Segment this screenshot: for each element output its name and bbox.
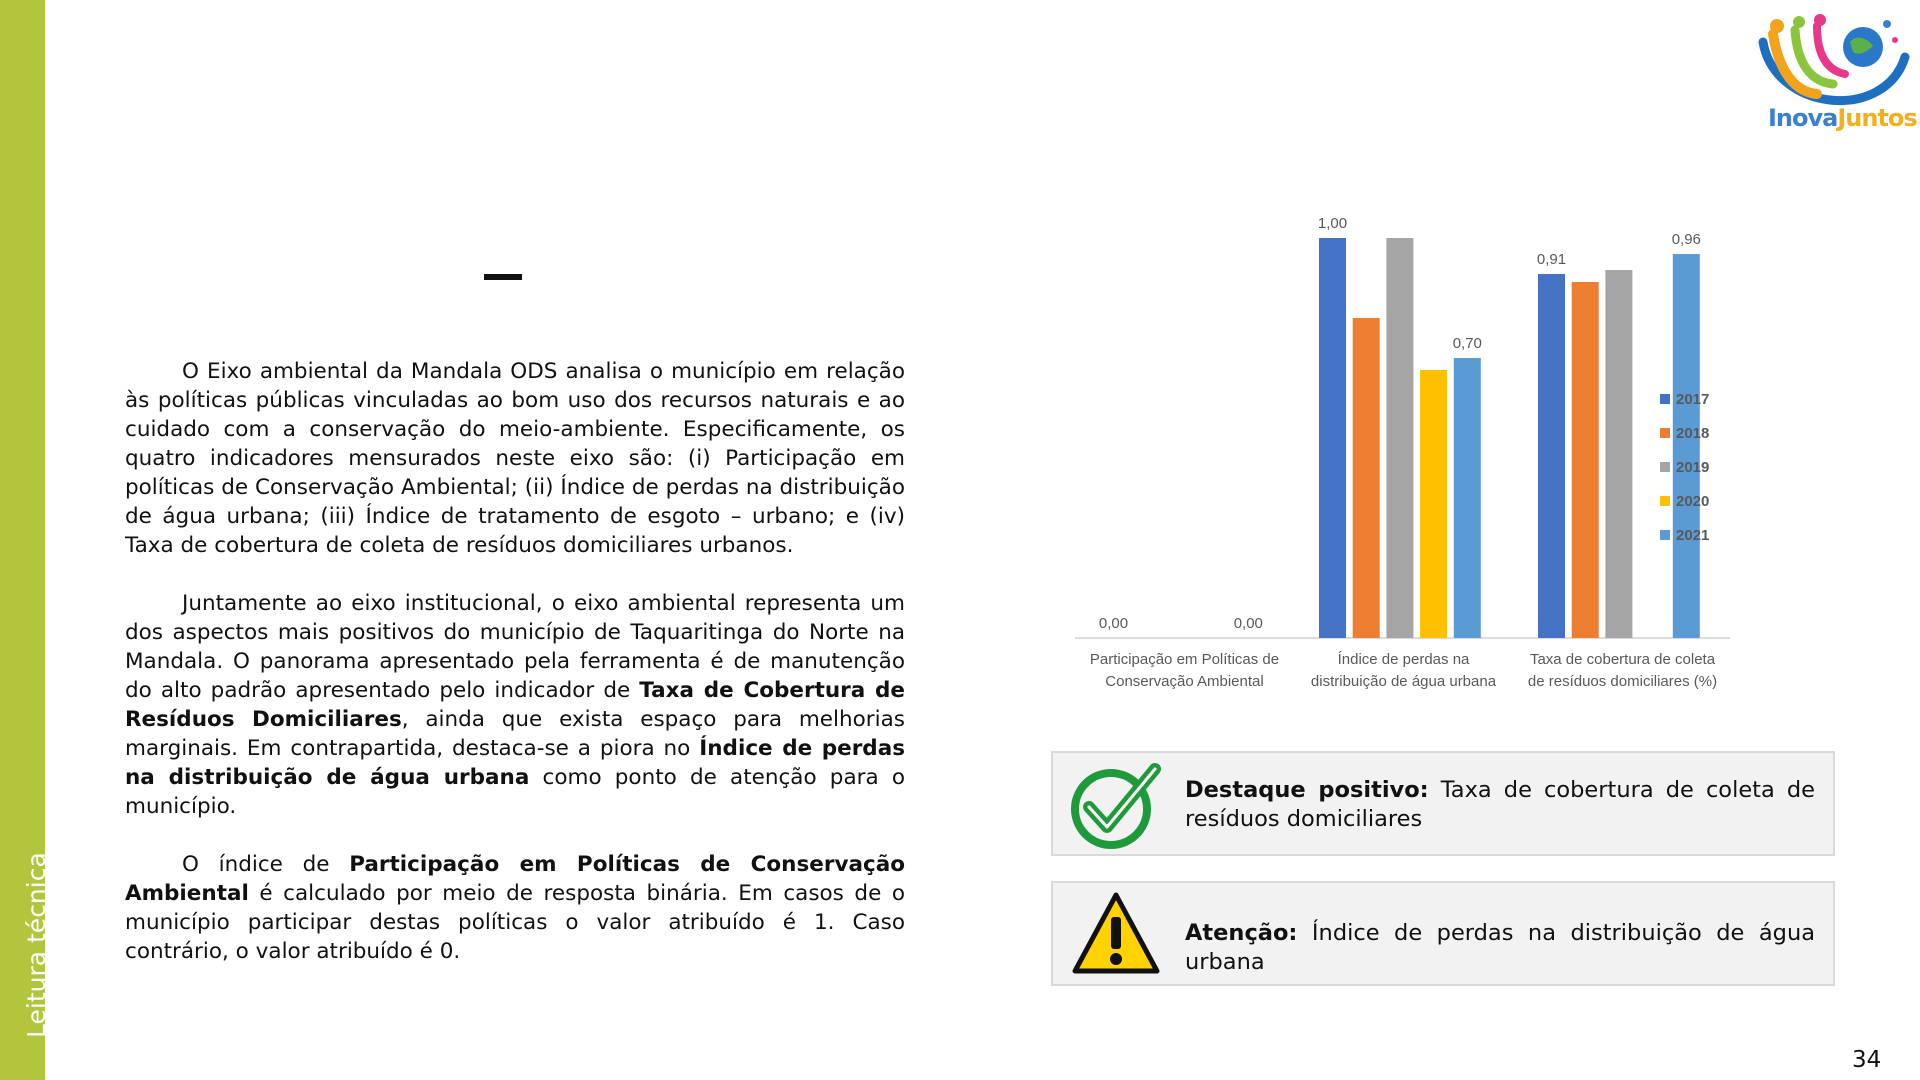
bar-2019-cat2: [1605, 270, 1632, 638]
legend-swatch-2017: [1660, 394, 1670, 404]
paragraph-2: Juntamente ao eixo institucional, o eixo ambiental representa um dos aspectos mais positivos do município de Taquaritinga do Norte na Mandala. O panorama apresentado pela ferramenta é de manutenção do alto padrão apresentado pelo indicador de Taxa de Cobertura de Resíduos Domiciliares, ainda que exista espaço para melhorias marginais. Em contrapartida, destaca-se a piora no Índice de perdas na distribuição de água urbana como ponto de atenção para o município.: [125, 591, 905, 819]
legend-swatch-2018: [1660, 428, 1670, 438]
bar-2021-cat2: [1673, 254, 1700, 638]
x-tick-label: Conservação Ambiental: [1105, 673, 1264, 690]
attention-text: Atenção: Índice de perdas na distribuição de água urbana: [1185, 920, 1815, 975]
warning-icon: [1071, 889, 1161, 979]
x-tick-label: Índice de perdas na: [1337, 651, 1470, 668]
logo-wordmark: InovaJuntos: [1768, 104, 1917, 132]
sidebar-label: Leitura técnica: [22, 852, 51, 1038]
positive-highlight-box: [1051, 751, 1835, 856]
legend-label-2018: 2018: [1676, 425, 1710, 442]
sidebar-band: [0, 0, 51, 1080]
data-label: 0,96: [1671, 231, 1701, 248]
legend-label-2020: 2020: [1676, 493, 1710, 510]
legend-label-2021: 2021: [1676, 527, 1710, 544]
title-dash: [484, 274, 522, 280]
legend-swatch-2019: [1660, 462, 1670, 472]
bar-2018-cat1: [1353, 318, 1380, 638]
data-label: 0,00: [1098, 615, 1129, 632]
bar-2021-cat1: [1454, 358, 1481, 638]
x-tick-label: Participação em Políticas de: [1089, 651, 1280, 668]
legend-label-2019: 2019: [1676, 459, 1710, 476]
page-number: 34: [1852, 1047, 1882, 1073]
paragraph-3: O índice de Participação em Políticas de Conservação Ambiental é calculado por meio de resposta binária. Em casos de o município participar destas políticas o valor atribuído é 1. Caso contrário, o valor atribuído é 0.: [125, 852, 905, 964]
data-label: 1,00: [1317, 215, 1348, 232]
legend-swatch-2020: [1660, 496, 1670, 506]
data-label: 0,70: [1452, 335, 1482, 352]
bar-2020-cat1: [1420, 370, 1447, 638]
paragraph-1: O Eixo ambiental da Mandala ODS analisa o município em relação às políticas públicas vinculadas ao bom uso dos recursos naturais e ao cuidado com a conservação do meio-ambiente. Especificamente, os quatro indicadores mensurados neste eixo são: (i) Participação em políticas de Conservação Ambiental; (ii) Índice de perdas na distribuição de água urbana; (iii) Índice de tratamento de esgoto – urbano; e (iv) Taxa de cobertura de coleta de resíduos domiciliares urbanos.: [125, 359, 905, 558]
bar-2019-cat1: [1386, 238, 1413, 638]
legend-swatch-2021: [1660, 530, 1670, 540]
x-tick-label: Taxa de cobertura de coleta: [1529, 651, 1716, 668]
x-tick-label: distribuição de água urbana: [1310, 673, 1497, 690]
checkmark-icon: [1071, 759, 1161, 849]
x-tick-label: de resíduos domiciliares (%): [1527, 673, 1718, 690]
data-label: 0,91: [1536, 251, 1567, 268]
bar-2018-cat2: [1572, 282, 1599, 638]
legend-label-2017: 2017: [1676, 391, 1710, 408]
body-text: [125, 357, 905, 995]
bar-2017-cat2: [1538, 274, 1565, 638]
positive-highlight-text: Destaque positivo: Taxa de cobertura de coleta de resíduos domiciliares: [1185, 777, 1815, 832]
bar-2017-cat1: [1319, 238, 1346, 638]
attention-box: [1051, 881, 1835, 986]
bar-chart: [1060, 210, 1760, 710]
data-label: 0,00: [1233, 615, 1263, 632]
